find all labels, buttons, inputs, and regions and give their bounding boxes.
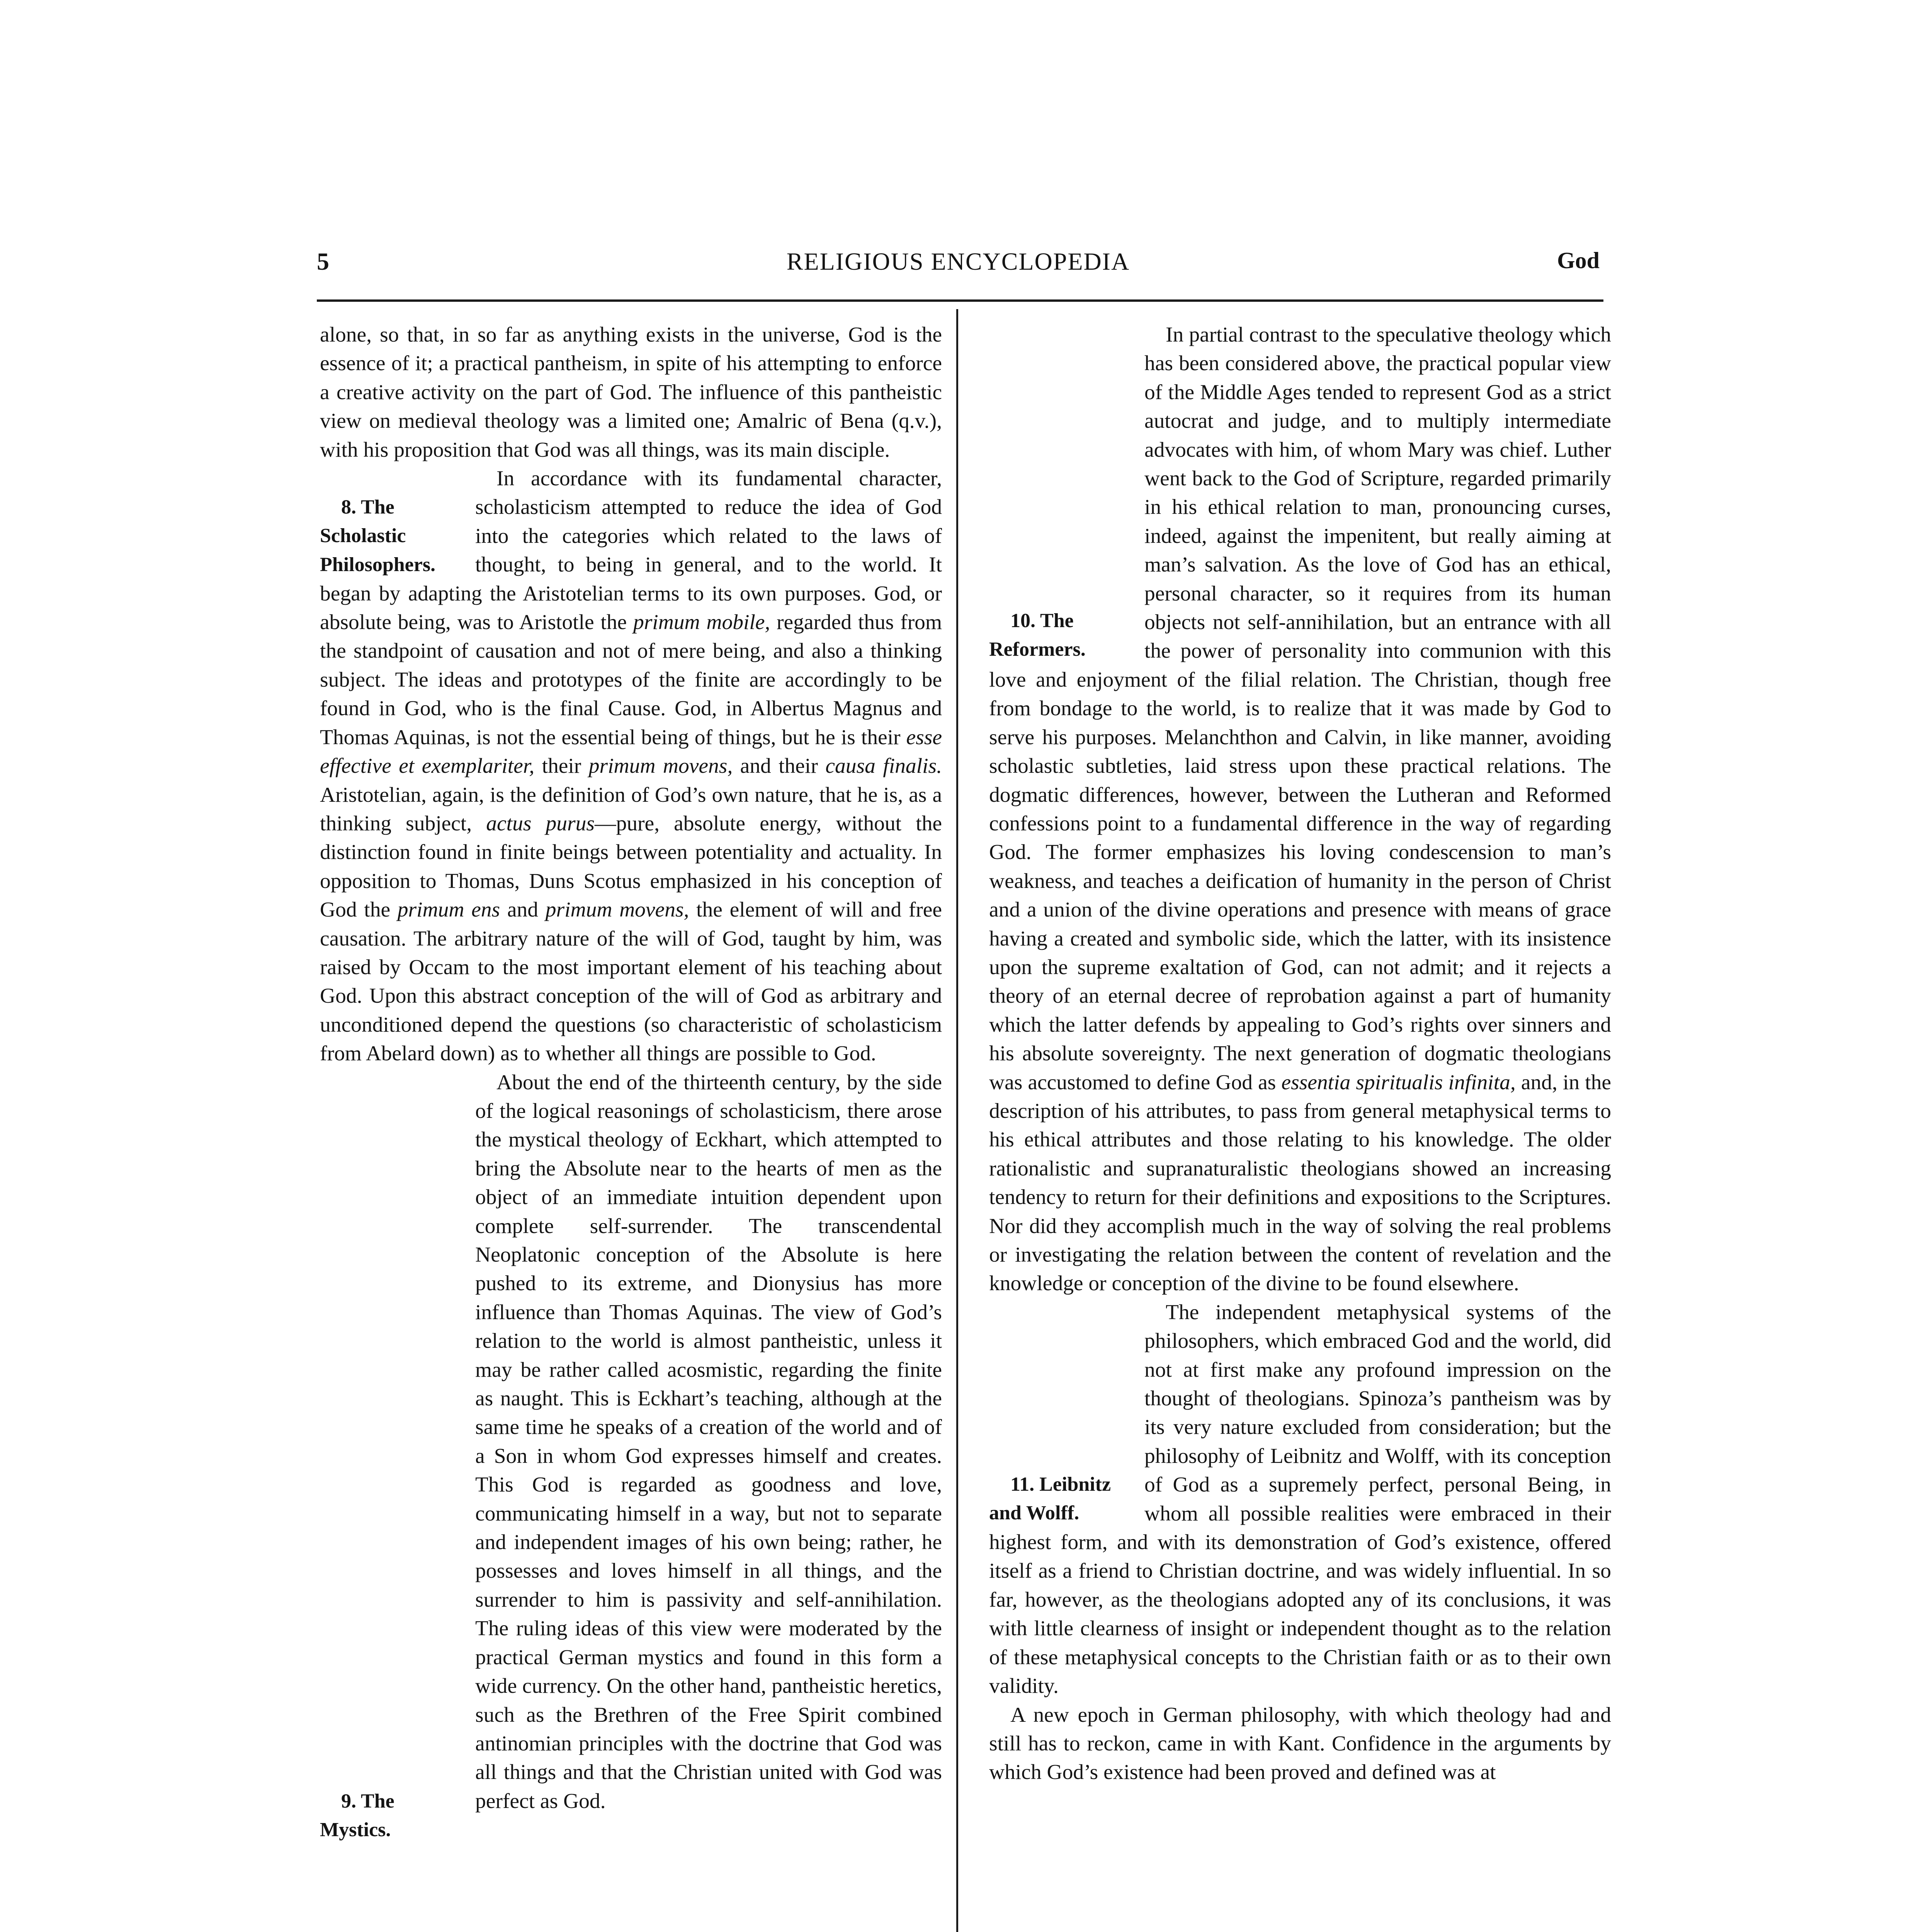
page-number: 5 [317, 248, 329, 275]
sidenote-reformers: 10. The Reformers. [989, 610, 1086, 661]
right-column [989, 321, 1611, 1932]
paragraph-mystics: 9. The Mystics. About the end of the thirteenth century, by the side of the logical reasonings of scholasticism, there arose the mystical theology of Eckhart, which attempted to bring the Absolute near to the hearts of men as the object of an immediate intuition dependent upon complete self-surrender. The transcendental Neoplatonic conception of the Absolute is here pushed to its extreme, and Dionysius has more influence than Thomas Aquinas. The view of God’s relation to the world is almost pantheistic, unless it may be rather called acosmistic, regarding the finite as naught. This is Eckhart’s teaching, although at the same time he speaks of a creation of the world and of a Son in whom God expresses himself and creates. This God is regarded as goodness and love, communicating himself in a way, but not to separate and independent images of his own being; rather, he possesses and loves himself in all things, and the surrender to him is passivity and self-annihilation. The ruling ideas of this view were moderated by the practical German mystics and found in this form a wide currency. On the other hand, pantheistic heretics, such as the Brethren of the Free Spirit combined antinomian principles with the doctrine that God was all things and that the Christian united with God was perfect as God. [320, 1068, 942, 1816]
sidenote-scholastic-philosophers: 8. The Scholastic Philosophers. [320, 496, 436, 576]
left-column [320, 321, 942, 1932]
sidenote-leibnitz-wolff: 11. Leibnitz and Wolff. [989, 1473, 1111, 1524]
running-title: RELIGIOUS ENCYCLOPEDIA [786, 248, 1130, 275]
catchword: God [1557, 248, 1600, 273]
paragraph-kant: A new epoch in German philosophy, with which theology had and still has to reckon, came in with Kant. Confidence in the arguments by which God’s existence had been proved and defined was at [989, 1703, 1611, 1784]
header-rule [317, 299, 1603, 302]
paragraph-pantheism-continuation: alone, so that, in so far as anything exists in the universe, God is the essence of it; a practical pantheism, in spite of his attempting to enforce a creative activity on the part of God. The influence of this pantheistic view on medieval theology was a limited one; Amalric of Bena (q.v.), with his proposition that God was all things, was its main disciple. [320, 323, 942, 462]
column-divider [956, 309, 958, 1932]
paragraph-reformers: 10. The Reformers. In partial contrast to the speculative theology which has been considered above, the practical popular view of the Middle Ages tended to represent God as a strict autocrat and judge, and to multiply intermediate advocates with him, of whom Mary was chief. Luther went back to the God of Scripture, regarded primarily in his ethical relation to man, pronouncing curses, indeed, against the impenitent, but really aiming at man’s salvation. As the love of God has an ethical, personal character, so it requires from its human objects not self-annihilation, but an entrance with all the power of personality into communion with this love and enjoyment of the filial relation. The Christian, though free from bondage to the world, is to realize that it was made by God to serve his purposes. Melanchthon and Calvin, in like manner, avoiding scholastic subtleties, laid stress upon these practical relations. The dogmatic differences, however, between the Lutheran and Reformed confessions point to a fundamental difference in the way of regarding God. The former emphasizes his loving condescension to man’s weakness, and teaches a deification of humanity in the person of Christ and a union of the divine operations and presence with means of grace having a created and symbolic side, which the latter, with its insistence upon the supreme exaltation of God, can not admit; and it rejects a theory of an eternal decree of reprobation against a part of humanity which the latter defends by appealing to God’s rights over sinners and his absolute sovereignty. The next generation of dogmatic theologians was accustomed to define God as essentia spiritualis infinita, and, in the description of his attributes, to pass from general metaphysical terms to his ethical attributes and those relating to his knowledge. The older rationalistic and supranaturalistic theologians showed an increasing tendency to return for their definitions and expositions to the Scriptures. Nor did they accomplish much in the way of solving the real problems or investigating the relation between the content of revelation and the knowledge or conception of the divine to be found elsewhere. [989, 323, 1611, 1296]
running-head [317, 247, 1600, 290]
sidenote-mystics: 9. The Mystics. [320, 1790, 394, 1841]
paragraph-leibnitz-wolff: 11. Leibnitz and Wolff. The independent metaphysical systems of the philosophers, which embraced God and the world, did not at first make any profound impression on the thought of theologians. Spinoza’s pantheism was by its very nature excluded from consideration; but the philosophy of Leibnitz and Wolff, with its conception of God as a supremely perfect, personal Being, in whom all possible realities were embraced in their highest form, and with its demonstration of God’s existence, offered itself as a friend to Christian doctrine, and was widely influential. In so far, however, as the theologians adopted any of its conclusions, it was with little clearness of insight or independent thought as to the relation of these metaphysical concepts to the Christian faith or as to their own validity. [989, 1300, 1611, 1698]
paragraph-scholastics: 8. The Scholastic Philosophers. In accordance with its fundamental character, scholasticism attempted to reduce the idea of God into the categories which related to the laws of thought, to being in general, and to the world. It began by adapting the Aristotelian terms to its own purposes. God, or absolute being, was to Aristotle the primum mobile, regarded thus from the standpoint of causation and not of mere being, and also a thinking subject. The ideas and prototypes of the finite are accordingly to be found in God, who is the final Cause. God, in Albertus Magnus and Thomas Aquinas, is not the essential being of things, but he is their esse effective et exemplariter, their primum movens, and their causa finalis. Aristotelian, again, is the definition of God’s own nature, that he is, as a thinking subject, actus purus—pure, absolute energy, without the distinction found in finite beings between potentiality and actuality. In opposition to Thomas, Duns Scotus emphasized in his conception of God the primum ens and primum movens, the element of will and free causation. The arbitrary nature of the will of God, taught by him, was raised by Occam to the most important element of his teaching about God. Upon this abstract conception of the will of God as arbitrary and unconditioned depend the questions (so characteristic of scholasticism from Abelard down) as to whether all things are possible to God. [320, 467, 942, 1066]
